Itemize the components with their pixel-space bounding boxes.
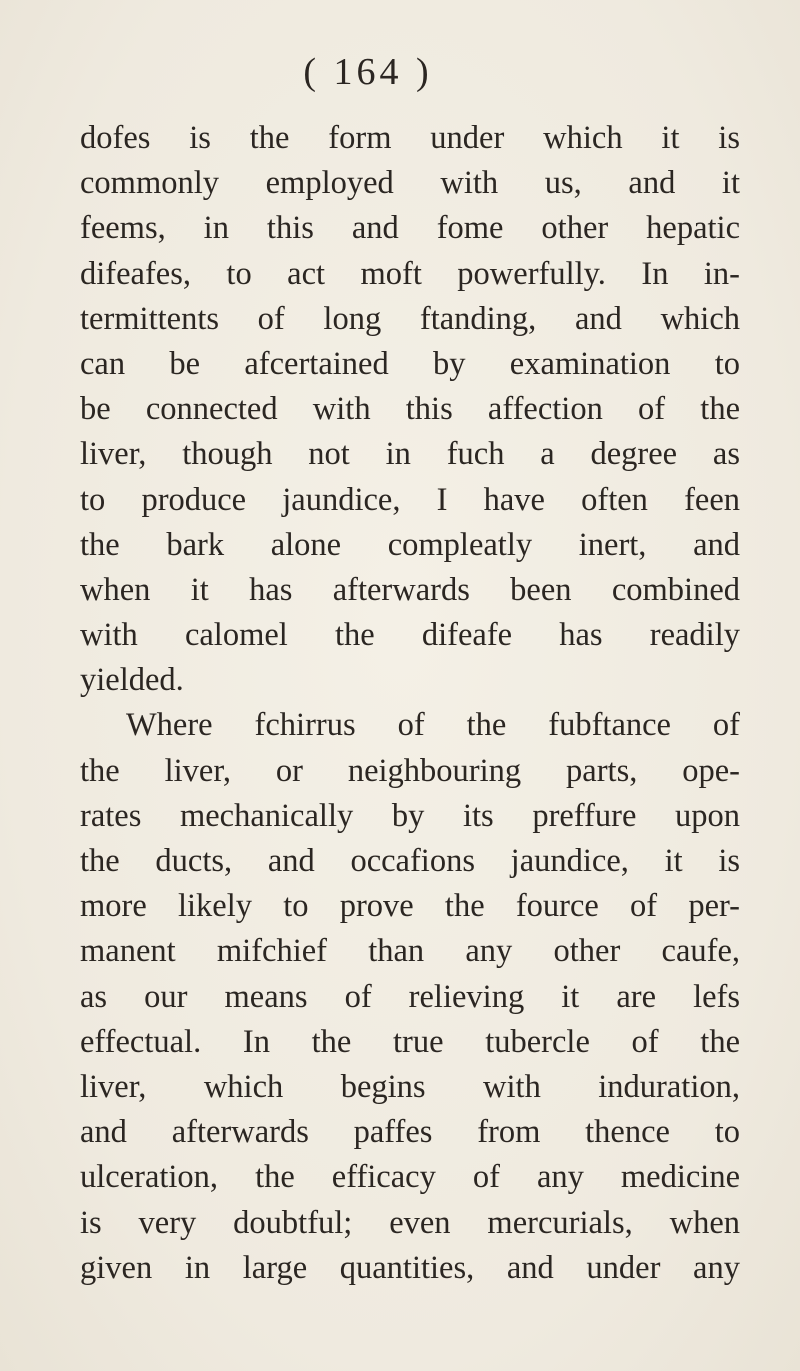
text-line: dofes is the form under which it is bbox=[80, 120, 740, 156]
text-line: yielded. bbox=[80, 662, 184, 699]
page-number: ( 164 ) bbox=[303, 51, 433, 93]
text-line: difeafes, to act moft powerfully. In in- bbox=[80, 255, 740, 292]
text-line: the bark alone compleatly inert, and bbox=[80, 526, 740, 563]
text-line: commonly employed with us, and it bbox=[80, 165, 740, 202]
text-line: ulceration, the efficacy of any medicine bbox=[80, 1159, 740, 1196]
text-line: to produce jaundice, I have often feen bbox=[80, 481, 740, 518]
text-line: is very doubtful; even mercurials, when bbox=[80, 1204, 740, 1241]
text-line: be connected with this affection of the bbox=[80, 391, 740, 428]
text-line: the liver, or neighbouring parts, ope- bbox=[80, 752, 740, 789]
text-line: manent mifchief than any other caufe, bbox=[80, 933, 740, 970]
text-line: as our means of relieving it are lefs bbox=[80, 978, 740, 1015]
text-line: rates mechanically by its preffure upon bbox=[80, 797, 740, 834]
text-line: the ducts, and occafions jaundice, it is bbox=[80, 843, 740, 879]
text-line: feems, in this and fome other hepatic bbox=[80, 210, 740, 247]
text-line: can be afcertained by examination to bbox=[80, 345, 740, 382]
text-line: liver, though not in fuch a degree as bbox=[80, 436, 740, 473]
text-line: given in large quantities, and under any bbox=[80, 1249, 740, 1286]
text-line: liver, which begins with induration, bbox=[80, 1068, 740, 1105]
text-line: with calomel the difeafe has readily bbox=[80, 617, 740, 654]
text-line: more likely to prove the fource of per- bbox=[80, 888, 740, 925]
text-line: effectual. In the true tubercle of the bbox=[80, 1023, 740, 1060]
body-text bbox=[80, 116, 740, 1291]
text-line: and afterwards paffes from thence to bbox=[80, 1114, 740, 1151]
text-line: when it has afterwards been combined bbox=[80, 571, 740, 608]
paragraph-start-line: Where fchirrus of the fubftance of bbox=[126, 707, 740, 744]
text-line: termittents of long ftanding, and which bbox=[80, 300, 740, 337]
